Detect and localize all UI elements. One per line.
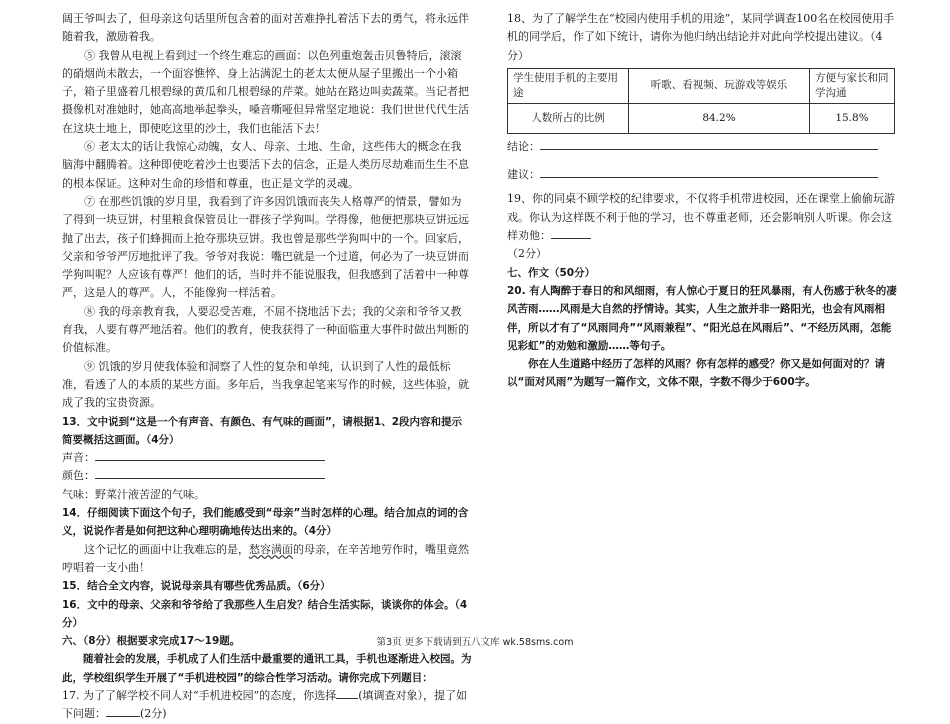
q17-text-2: (填调查对象），提了如下问题： [62,688,468,721]
conclusion-label: 结论： [507,139,540,153]
passage-para-6: ⑥ 老太太的话让我惊心动魄，女人、母亲、土地、生命，这些伟大的概念在我脑海中翻腾着。这种即使吃着沙土也要活下去的信念，正是人类历尽劫难而生生不息的根本保证。这种对生命的珍惜和尊重，也正是文学的灵魂。 [62,140,469,190]
phone-usage-table [507,68,895,134]
q17-score: (2分) [140,707,167,721]
q13-color-blank[interactable] [95,467,325,479]
table-cell: 人数所占的比例 [508,103,629,133]
right-column [507,10,897,392]
q14-quote-part2: 的母亲，在辛苦地劳作时，嘴里竟然哼唱着一支小曲！ [62,542,469,574]
section-6-intro: 随着社会的发展，手机成了人们生活中最重要的通讯工具，手机也逐渐进入校园。为此，学校组织学生开展了“手机进校园”的综合性学习活动。请你完成下列题目： [62,653,472,684]
question-17 [62,687,472,724]
q19-text: 19、你的同桌不顾学校的纪律要求，不仅将手机带进校园，还在课堂上偷偷玩游戏。你认为这样既不利于他的学习，也不尊重老师，还会影响别人听课。你会这样劝他： [507,192,895,243]
suggestion-line [507,166,897,184]
conclusion-blank[interactable] [540,138,878,150]
question-16: 16．文中的母亲、父亲和爷爷给了我那些人生启发？结合生活实际，谈谈你的体会。（4分） [62,598,468,629]
question-20: 20. 有人陶醉于春日的和风细雨，有人惊心于夏日的狂风暴雨，有人伤感于秋冬的凄风苦雨……风雨是大自然的抒情诗。其实，人生之旅并非一路阳光，也会有风雨相伴，所以才有了“风雨同舟”“风雨兼程”、“阳光总在风雨后”、“不经历风雨，怎能见彩虹”的劝勉和激励……等句子。 [507,284,897,352]
question-20-prompt: 你在人生道路中经历了怎样的风雨？你有怎样的感受？你又是如何面对的？请以“面对风雨”为题写一篇作文，文体不限，字数不得少于600字。 [507,358,885,389]
q13-color-label: 颜色： [62,469,95,483]
q13-color-line [62,467,472,485]
table-row [508,103,895,133]
question-14: 14．仔细阅读下面这个句子，我们能感受到“母亲”当时怎样的心理。结合加点的词的含义，说说作者是如何把这种心理明确地传达出来的。（4分） [62,507,469,538]
q19-blank[interactable] [551,227,591,239]
table-cell: 听歌、看视频、玩游戏等娱乐 [629,68,810,103]
question-13: 13．文中说到“这是一个有声音、有颜色、有气味的画面”，请根据1、2段内容和提示简要概括这画面。（4分） [62,415,463,446]
q14-marked-words: 愁容满面 [249,542,293,556]
passage-para-cont: 阔王爷叫去了，但母亲这句话里所包含着的面对苦难挣扎着活下去的勇气，将永远伴随着我，激励着我。 [62,12,469,44]
table-cell: 方便与家长和同学沟通 [810,68,895,103]
passage-para-7: ⑦ 在那些饥饿的岁月里，我看到了许多因饥饿而丧失人格尊严的情景，譬如为了得到一块豆饼，村里粮食保管员让一群孩子学狗叫。学得像，他便把那块豆饼远远抛了出去，孩子们蜂拥而上抢夺那块豆饼。我也曾是那些学狗叫中的一个。回家后，父亲和爷爷严厉地批评了我。爷爷对我说：嘴巴就是一个过道，何必为了一块豆饼而学狗叫呢？人应该有尊严！他们的话，当时并不能说服我，但我感到了活着中一种尊严，这是人的尊严。人，不能像狗一样活着。 [62,194,469,300]
q14-quote-part1: 这个记忆的画面中让我难忘的是， [84,542,249,556]
q14-quote [62,541,472,578]
q17-text-1: 17. 为了了解学校不同人对“手机进校园”的态度，你选择 [62,688,337,702]
question-15: 15．结合全文内容，说说母亲具有哪些优秀品质。（6分） [62,580,331,593]
passage-para-5: ⑤ 我曾从电视上看到过一个终生难忘的画面：以色列重炮轰击贝鲁特后，滚滚的硝烟尚未散去，一个面容憔悴、身上沾满泥土的老太太便从屋子里搬出一个小箱子，箱子里盛着几根碧绿的黄瓜和几根碧绿的芹菜。她站在路边叫卖蔬菜。当记者把摄像机对准她时，她高高地举起拳头，嗓音嘶哑但异常坚定地说：我们世世代代生活在这块土地上，即使吃这里的沙土，我们也能活下去！ [62,48,469,135]
suggestion-label: 建议： [507,168,540,182]
q13-sound-label: 声音： [62,451,95,465]
question-19 [507,190,897,263]
q17-target-blank[interactable] [336,687,358,699]
q17-question-blank[interactable] [106,705,140,717]
page-footer: 第3页 更多下载请到五八文库 wk.58sms.com [376,637,574,648]
suggestion-blank[interactable] [540,166,878,178]
section-6-heading: 六、（8分）根据要求完成17～19题。 [62,635,241,648]
table-cell: 84.2% [629,103,810,133]
table-cell: 15.8% [810,103,895,133]
question-18: 18、为了了解学生在“校园内使用手机的用途”，某同学调查100名在校园使用手机的同学后，作了如下统计，请你为他归纳出结论并对此向学校提出建议。（4分） [507,12,895,62]
passage-para-9: ⑨ 饥饿的岁月使我体验和洞察了人性的复杂和单纯，认识到了人性的最低标准，看透了人的本质的某些方面。多年后，当我拿起笔来写作的时候，这些体验，就成了我的宝贵资源。 [62,359,469,410]
left-column [62,10,472,724]
q19-score: （2分） [507,247,547,261]
conclusion-line [507,138,897,156]
q13-sound-line [62,449,472,467]
passage-para-8: ⑧ 我的母亲教育我，人要忍受苦难，不屈不挠地活下去；我的父亲和爷爷又教育我，人要有尊严地活着。他们的教育，使我获得了一种面临重大事件时做出判断的价值标准。 [62,304,469,355]
section-7-heading: 七、作文（50分） [507,266,596,279]
q13-smell-line: 气味：野菜汁液苦涩的气味。 [62,487,205,501]
table-cell: 学生使用手机的主要用途 [508,68,629,103]
table-row [508,68,895,103]
q13-sound-blank[interactable] [95,449,325,461]
